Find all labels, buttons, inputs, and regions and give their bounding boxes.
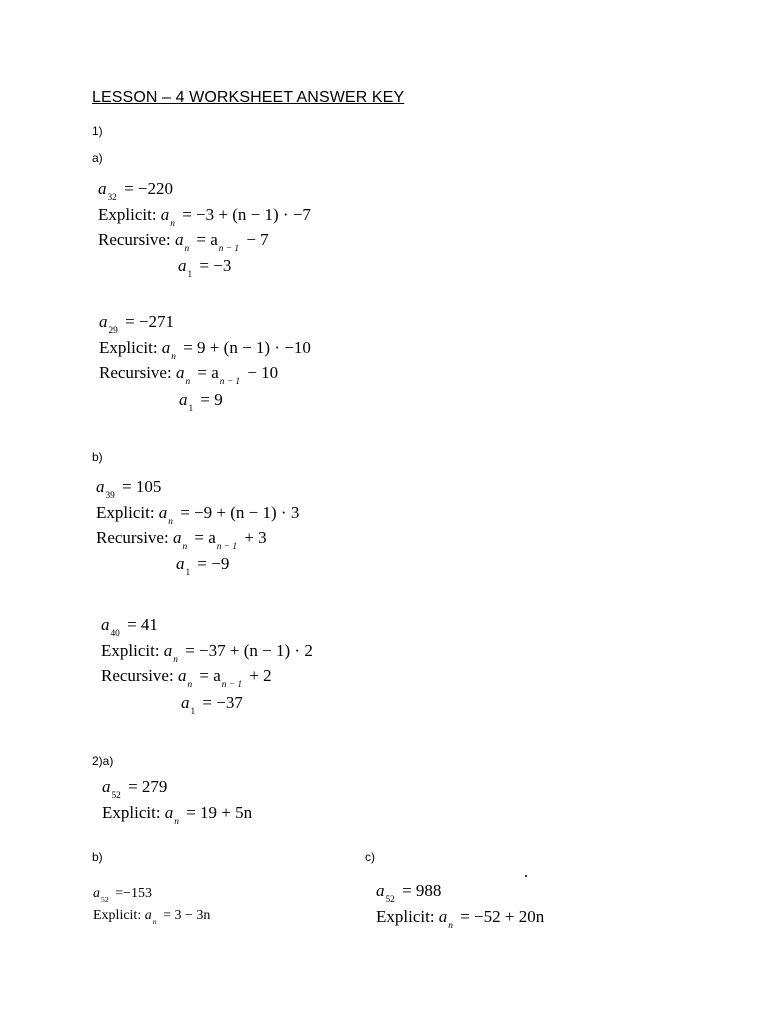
explicit-formula-line: Explicit: $a_n = 19 + 5n$ — [102, 803, 253, 828]
page-title: LESSON – 4 WORKSHEET ANSWER KEY — [92, 89, 405, 106]
term-value-line: $a_{32} = -220$ — [98, 179, 174, 204]
question-2a-label: 2)a) — [92, 754, 114, 768]
first-term-line: $a_1 = 9$ — [179, 390, 223, 415]
question-1-label: 1) — [92, 124, 103, 138]
explicit-formula-line: Explicit: $a_n = 9 + (n - 1) \cdot -10$ — [99, 338, 311, 363]
question-2b-label: b) — [92, 850, 103, 864]
question-1a-label: a) — [92, 151, 103, 165]
recursive-formula-line: Recursive: $a_n = a_{n - 1} - 7$ — [98, 230, 269, 255]
question-2c-label: c) — [365, 850, 375, 864]
first-term-line: $a_1 = -37$ — [181, 693, 243, 718]
explicit-formula-line: Explicit: $a_n = 3 - 3n$ — [93, 908, 211, 926]
term-value-line: $a_{29} = -271$ — [99, 312, 175, 337]
recursive-formula-line: Recursive: $a_n = a_{n - 1} - 10$ — [99, 363, 279, 388]
term-value-line: $a_{40} = 41$ — [101, 615, 158, 640]
first-term-line: $a_1 = -3$ — [178, 256, 232, 281]
explicit-formula-line: Explicit: $a_n = -37 + (n - 1) \cdot 2$ — [101, 641, 313, 666]
term-value-line: $a_{39} = 105$ — [96, 477, 162, 502]
term-value-line: $a_{52} = 988$ — [376, 881, 442, 906]
first-term-line: $a_1 = -9$ — [176, 554, 230, 579]
explicit-formula-line: Explicit: $a_n = -52 + 20n$ — [376, 907, 545, 932]
question-1b-label: b) — [92, 450, 103, 464]
recursive-formula-line: Recursive: $a_n = a_{n - 1} + 3$ — [96, 528, 267, 553]
recursive-formula-line: Recursive: $a_n = a_{n - 1} + 2$ — [101, 666, 272, 691]
explicit-formula-line: Explicit: $a_n = -3 + (n - 1) \cdot -7$ — [98, 205, 311, 230]
stray-dot-mark — [525, 875, 527, 877]
term-value-line: $a_{52} = 279$ — [102, 777, 168, 802]
explicit-formula-line: Explicit: $a_n = -9 + (n - 1) \cdot 3$ — [96, 503, 300, 528]
term-value-line: $a_{52} =-153$ — [93, 886, 152, 904]
